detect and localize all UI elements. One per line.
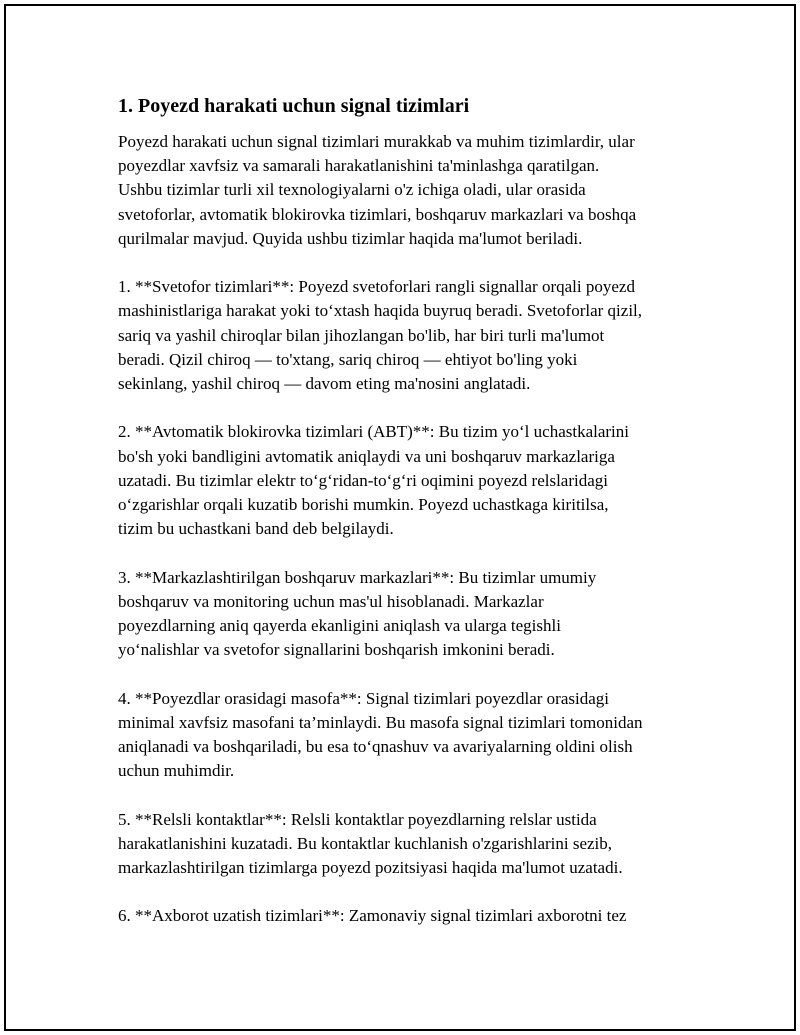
text-line: 4. **Poyezdlar orasidagi masofa**: Signal tizimlari poyezdlar orasidagi	[118, 688, 609, 708]
text-line: minimal xavfsiz masofani ta’minlaydi. Bu masofa signal tizimlari tomonidan	[118, 712, 643, 732]
text-line: 3. **Markazlashtirilgan boshqaruv markazlari**: Bu tizimlar umumiy	[118, 567, 597, 587]
text-line: uzatadi. Bu tizimlar elektr to‘g‘ridan-to‘g‘ri oqimini poyezd relslaridagi	[118, 470, 609, 490]
text-line: boshqaruv va monitoring uchun mas'ul hisoblanadi. Markazlar	[118, 591, 544, 611]
text-line: poyezdlar xavfsiz va samarali harakatlanishini ta'minlashga qaratilgan.	[118, 156, 600, 176]
section-data-transmission	[118, 904, 708, 928]
text-line: 6. **Axborot uzatish tizimlari**: Zamonaviy signal tizimlari axborotni tez	[118, 906, 627, 926]
section-train-distance	[118, 687, 708, 784]
text-line: aniqlanadi va boshqariladi, bu esa to‘qnashuv va avariyalarning oldini olish	[118, 737, 633, 757]
text-line: yo‘nalishlar va svetofor signallarini boshqarish imkonini beradi.	[118, 640, 555, 660]
text-line: tizim bu uchastkani band deb belgilaydi.	[118, 519, 394, 539]
document-title: 1. Poyezd harakati uchun signal tizimlari	[118, 95, 470, 117]
text-line: mashinistlariga harakat yoki to‘xtash haqida buyruq beradi. Svetoforlar qizil,	[118, 301, 643, 321]
text-line: Ushbu tizimlar turli xil texnologiyalarni o'z ichiga oladi, ular orasida	[118, 180, 586, 200]
section-abt	[118, 420, 708, 541]
text-line: 5. **Relsli kontaktlar**: Relsli kontaktlar poyezdlarning relslar ustida	[118, 809, 597, 829]
text-line: poyezdlarning aniq qayerda ekanligini aniqlash va ularga tegishli	[118, 616, 561, 636]
text-line: sariq va yashil chiroqlar bilan jihozlangan bo'lib, har biri turli ma'lumot	[118, 325, 605, 345]
document-body	[118, 93, 708, 953]
section-rail-contacts	[118, 808, 708, 881]
text-line: qurilmalar mavjud. Quyida ushbu tizimlar haqida ma'lumot beriladi.	[118, 228, 583, 248]
section-svetofor	[118, 275, 708, 396]
section-control-centers	[118, 566, 708, 663]
intro-paragraph	[118, 130, 708, 251]
text-line: uchun muhimdir.	[118, 761, 235, 781]
text-line: markazlashtirilgan tizimlarga poyezd pozitsiyasi haqida ma'lumot uzatadi.	[118, 858, 623, 878]
text-line: beradi. Qizil chiroq — to'xtang, sariq chiroq — ehtiyot bo'ling yoki	[118, 349, 578, 369]
text-line: 1. **Svetofor tizimlari**: Poyezd svetoforlari rangli signallar orqali poyezd	[118, 277, 635, 297]
text-line: 2. **Avtomatik blokirovka tizimlari (ABT)**: Bu tizim yo‘l uchastkalarini	[118, 422, 630, 442]
text-line: sekinlang, yashil chiroq — davom eting ma'nosini anglatadi.	[118, 374, 531, 394]
text-line: harakatlanishini kuzatadi. Bu kontaktlar kuchlanish o'zgarishlarini sezib,	[118, 833, 613, 853]
text-line: bo'sh yoki bandligini avtomatik aniqlaydi va uni boshqaruv markazlariga	[118, 446, 615, 466]
text-line: o‘zgarishlar orqali kuzatib borishi mumkin. Poyezd uchastkaga kiritilsa,	[118, 495, 609, 515]
text-line: Poyezd harakati uchun signal tizimlari murakkab va muhim tizimlardir, ular	[118, 132, 635, 151]
text-line: svetoforlar, avtomatik blokirovka tizimlari, boshqaruv markazlari va boshqa	[118, 204, 637, 224]
